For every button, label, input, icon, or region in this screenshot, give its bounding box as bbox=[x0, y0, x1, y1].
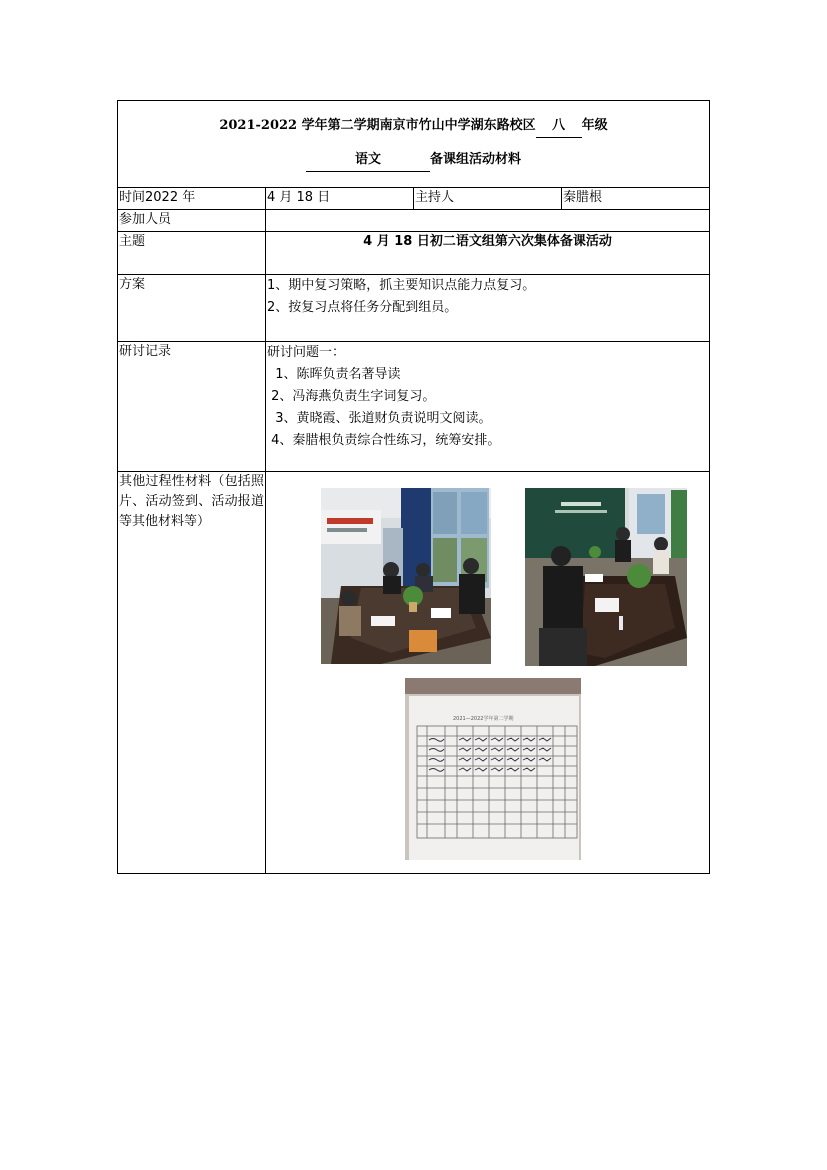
photo-area bbox=[266, 472, 710, 874]
meeting-photo-1 bbox=[321, 488, 491, 664]
meeting-photo-2 bbox=[525, 488, 687, 666]
date-value: 4 月 18 日 bbox=[266, 188, 414, 210]
sign-in-sheet-photo bbox=[405, 678, 581, 860]
host-name: 秦腊根 bbox=[562, 188, 710, 210]
participants-value bbox=[266, 210, 710, 232]
record-line: 4、秦腊根负责综合性练习，统筹安排。 bbox=[267, 433, 501, 448]
title-prefix: 2021-2022 学年第二学期南京市竹山中学湖东路校区 bbox=[219, 118, 536, 133]
plan-item: 1、期中复习策略，抓主要知识点能力点复习。 bbox=[267, 278, 536, 293]
plan-item: 2、按复习点将任务分配到组员。 bbox=[267, 300, 458, 315]
record-line: 1、陈晖负责名著导读 bbox=[267, 367, 401, 382]
activity-record-table bbox=[117, 100, 710, 874]
plan-label: 方案 bbox=[118, 275, 266, 342]
document-title bbox=[118, 101, 710, 188]
theme-label: 主题 bbox=[118, 232, 266, 275]
sign-sheet-header: 2021—2022学年第二学期 bbox=[453, 716, 514, 722]
plan-content bbox=[266, 275, 710, 342]
title-suffix: 备课组活动材料 bbox=[429, 152, 521, 167]
time-label: 时间2022 年 bbox=[118, 188, 266, 210]
record-content bbox=[266, 342, 710, 472]
theme-value: 4 月 18 日初二语文组第六次集体备课活动 bbox=[266, 232, 710, 275]
host-label: 主持人 bbox=[414, 188, 562, 210]
record-line: 研讨问题一： bbox=[267, 345, 346, 360]
title-grade-suffix: 年级 bbox=[581, 118, 608, 133]
other-materials-label: 其他过程性材料（包括照片、活动签到、活动报道等其他材料等） bbox=[118, 472, 266, 874]
grade-field: 八 bbox=[536, 115, 582, 138]
record-line: 3、黄晓霞、张道财负责说明文阅读。 bbox=[267, 411, 492, 426]
subject-field: 语文 bbox=[306, 149, 430, 172]
participants-label: 参加人员 bbox=[118, 210, 266, 232]
record-line: 2、冯海燕负责生字词复习。 bbox=[267, 389, 436, 404]
record-label: 研讨记录 bbox=[118, 342, 266, 472]
